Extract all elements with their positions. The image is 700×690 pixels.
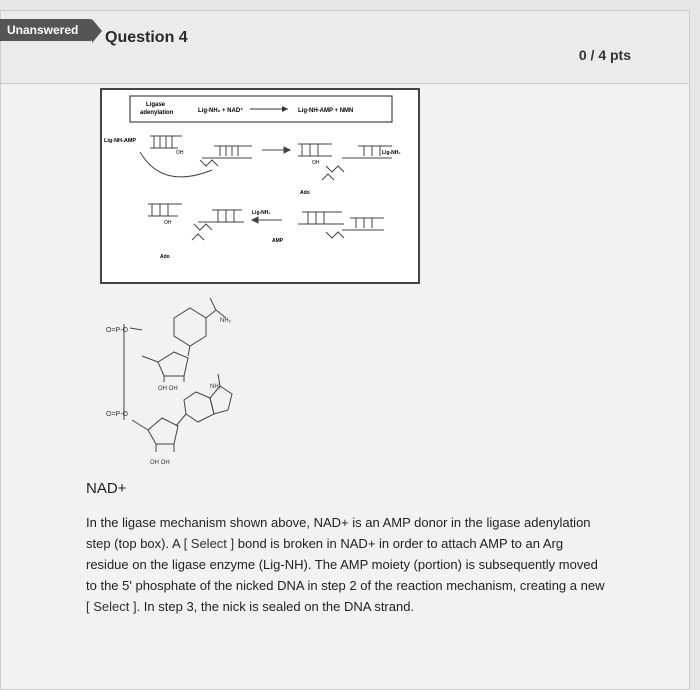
question-points: 0 / 4 pts [578, 47, 631, 63]
select-dropdown-2[interactable]: [ Select ] [86, 599, 137, 614]
nad-structure-diagram [102, 290, 302, 480]
lig-nh2-bottom: Lig-NH₂ [252, 210, 271, 216]
amp-label: AMP [272, 238, 284, 244]
question-text-part2: bond is broken in NAD+ in order to attach AMP to an Arg residue on the ligase enzyme (Lig-NH). The AMP moiety (portion) is subsequently moved to the 5' phosphate of the nicked DNA in step 2 of the reaction mechanism, creating a new [86, 536, 605, 593]
nh2-top: NH₂ [220, 318, 231, 324]
reaction-right: Lig-NH-AMP + NMN [298, 108, 354, 114]
ligase-mechanism-diagram [102, 90, 418, 282]
oh-label-2: OH [312, 160, 320, 166]
question-text-part3: . In step 3, the nick is sealed on the DNA strand. [136, 599, 415, 614]
figure-caption: NAD+ [86, 480, 127, 497]
oh-oh-bottom: OH OH [150, 460, 170, 466]
nad-structure [102, 290, 302, 480]
select-dropdown-1[interactable]: [ Select ] [183, 536, 235, 551]
question-text-part1: In the ligase mechanism shown above, NAD+ is an AMP donor in the ligase adenylation step (top box). A [86, 515, 591, 551]
ado-label-2: Ado [160, 254, 170, 260]
status-badge: Unanswered [0, 19, 92, 41]
question-title: Question 4 [105, 29, 188, 46]
lig-amp-label: Lig-NH-AMP [104, 138, 137, 144]
ligase-mechanism-figure [100, 88, 420, 284]
step-label-1: Ligase [146, 102, 166, 108]
nh2-bottom: NH₂ [210, 384, 221, 390]
reaction-left: Lig-NH₂ + NAD⁺ [198, 108, 244, 114]
lig-nh2-right: Lig-NH₂ [382, 150, 401, 156]
oh-label-1: OH [176, 150, 184, 156]
question-header [1, 11, 689, 84]
step-label-2: adenylation [140, 110, 174, 116]
ado-label-1: Ado [300, 190, 310, 196]
question-text [86, 512, 606, 617]
oh-oh-top: OH OH [158, 386, 178, 392]
oh-label-3: OH [164, 220, 172, 226]
phosphate-bottom: O=P-O [106, 411, 128, 418]
phosphate-top: O=P-O [106, 327, 128, 334]
